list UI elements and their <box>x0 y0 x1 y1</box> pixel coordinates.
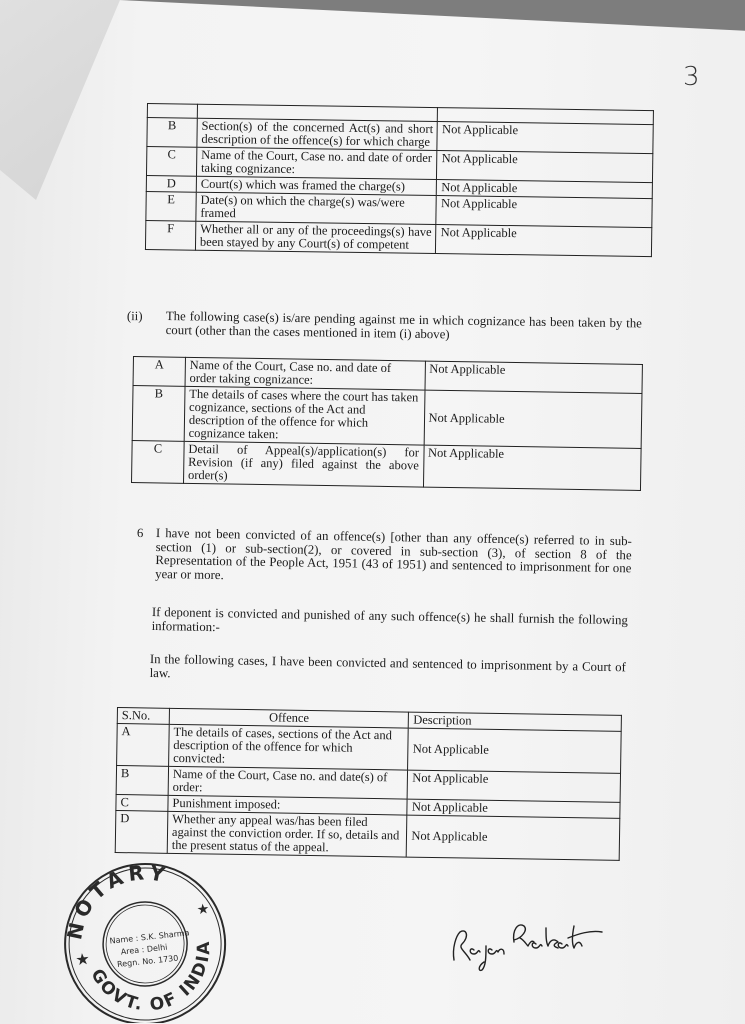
row-id: B <box>147 118 197 148</box>
row-id: B <box>116 766 168 796</box>
stamp-bottom-text: GOVT. OF INDIA <box>86 939 215 1016</box>
convictions-table <box>115 707 622 861</box>
row-value: Not Applicable <box>408 770 621 802</box>
stamp-star-left-icon: ★ <box>74 948 91 970</box>
row-description: Court(s) which was framed the charge(s) <box>196 176 437 195</box>
stamp-star-right-icon: ★ <box>196 901 211 919</box>
row-id: F <box>145 220 195 250</box>
section-ii-number: (ii) <box>126 309 143 324</box>
row-id: A <box>133 357 185 387</box>
convicted-paragraph: In the following cases, I have been convicted and sentenced to imprisonment by a Court of law. <box>149 652 626 680</box>
header-sno: S.No. <box>117 708 169 725</box>
table-row <box>132 386 642 449</box>
row-description: Date(s) on which the charge(s) was/were framed <box>196 192 437 224</box>
row-id: C <box>132 440 185 483</box>
row-value: Not Applicable <box>423 445 641 490</box>
row-value: Not Applicable <box>407 799 620 818</box>
row-value: Not Applicable <box>437 151 653 183</box>
header-description: Description <box>409 712 622 731</box>
row-description: Detail of Appeal(s)/application(s) for Revision (if any) filed against the above order(s) <box>183 441 423 487</box>
row-id: B <box>132 386 185 442</box>
row-description: Name of the Court, Case no. and date(s) of order: <box>168 766 408 799</box>
row-id: C <box>116 794 168 811</box>
stamp-area: Area : Delhi <box>120 942 168 957</box>
row-value: Not Applicable <box>436 225 652 257</box>
pending-cases-table <box>131 356 643 491</box>
item-6-text: I have not been convicted of an offence(s) [other than any offence(s) referred to in sub-section (1) or sub-section(2), or covered in sub-section (3), of section 8 of the Representation of the People Act, 1951 (43 of 1951) and sentenced to imprisonment for one year or more. <box>155 526 632 582</box>
row-value: Not Applicable <box>425 361 643 393</box>
charges-table <box>145 103 654 257</box>
row-value: Not Applicable <box>408 728 621 773</box>
row-id: D <box>115 810 168 853</box>
row-value: Not Applicable <box>437 180 653 199</box>
stamp-regn: Regn. No. 1730 <box>116 953 179 970</box>
item-6-number: 6 <box>136 526 144 541</box>
row-id: D <box>146 175 196 192</box>
stamp-top-text: NOTARY <box>62 860 172 942</box>
row-value: Not Applicable <box>424 390 642 448</box>
notary-stamp <box>60 858 230 1023</box>
row-id: C <box>146 147 196 177</box>
stamp-name: Name : S.K. Sharma <box>109 928 190 946</box>
signature <box>448 912 608 972</box>
row-id: A <box>117 724 170 767</box>
row-description: Whether any appeal was/has been filed against the conviction order. If so, details and the present status of the appeal. <box>167 811 407 857</box>
row-value: Not Applicable <box>407 815 620 860</box>
row-description: Section(s) of the concerned Act(s) and short description of the offence(s) for which charge <box>197 118 438 150</box>
row-description: Name of the Court, Case no. and date of order taking cognizance: <box>185 357 425 390</box>
row-value: Not Applicable <box>437 122 653 154</box>
row-value: Not Applicable <box>436 196 652 228</box>
row-description: The details of cases where the court has taken cognizance, sections of the Act and description of the offence for which cognizance taken: <box>184 386 424 445</box>
page-number: 3 <box>683 62 700 92</box>
table-row <box>132 440 642 490</box>
table-row <box>115 810 620 860</box>
row-description: The details of cases, sections of the Act and description of the offence for which convicted: <box>169 724 409 770</box>
section-ii-text: The following case(s) is/are pending against me in which cognizance has been taken by the court (other than the cases mentioned in item (i) above) <box>165 309 642 341</box>
row-id: E <box>146 191 196 221</box>
row-description: Punishment imposed: <box>168 795 408 815</box>
deponent-paragraph: If deponent is convicted and punished of any such offence(s) he shall furnish the following information:- <box>151 605 628 634</box>
header-offence: Offence <box>169 708 409 728</box>
row-description: Name of the Court, Case no. and date of order taking cognizance: <box>196 147 437 179</box>
row-description: Whether all or any of the proceedings(s) have been stayed by any Court(s) of competent <box>195 221 436 253</box>
